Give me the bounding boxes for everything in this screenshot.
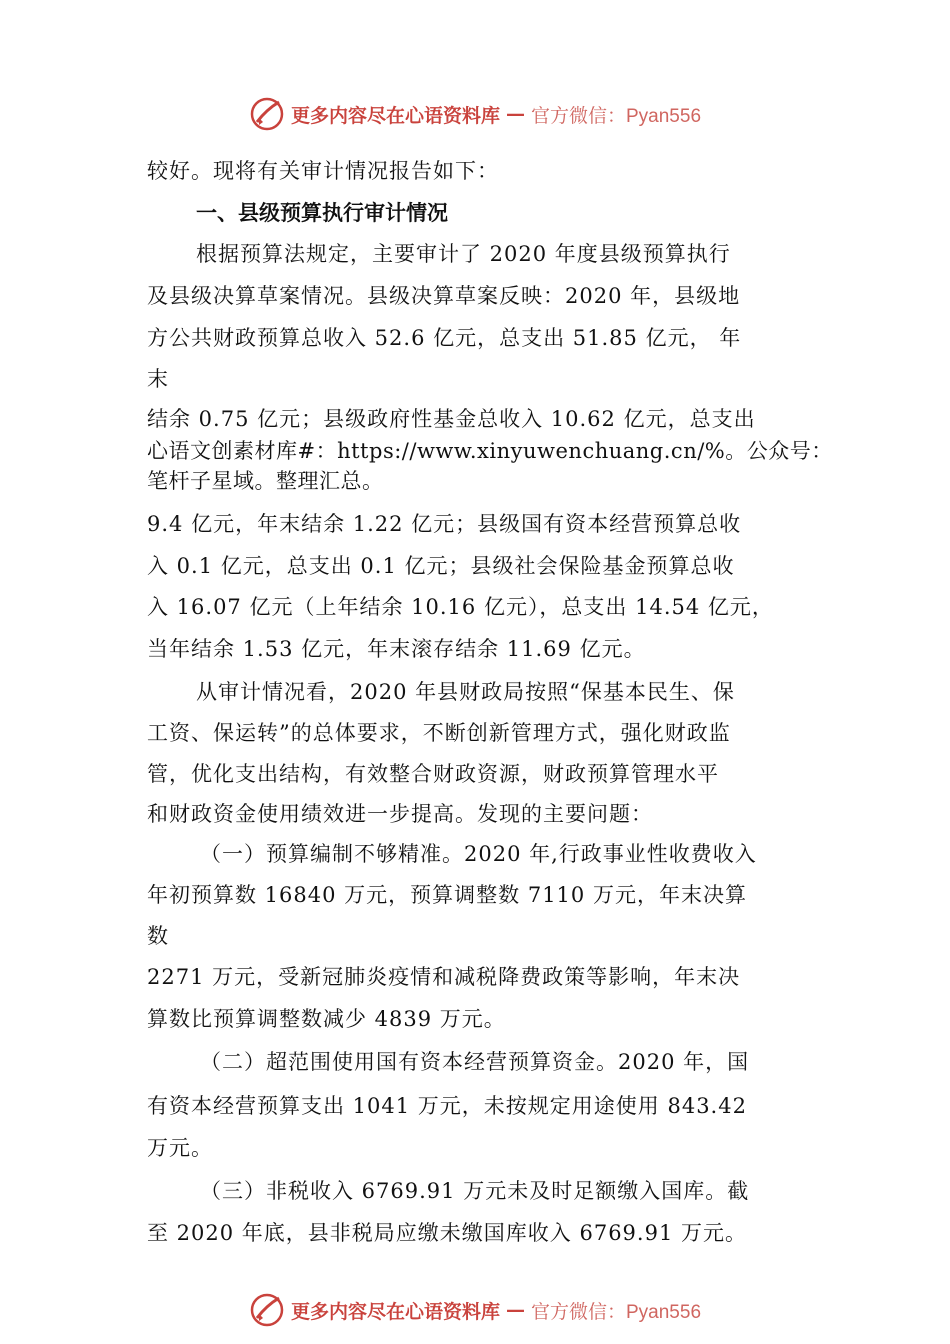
body-line: 工资、保运转”的总体要求，不断创新管理方式，强化财政监: [147, 721, 731, 745]
banner-text: 更多内容尽在心语资料库: [290, 1300, 500, 1323]
body-line: 入 0.1 亿元，总支出 0.1 亿元；县级社会保险基金预算总收: [147, 554, 735, 578]
brush-logo-icon: [249, 96, 285, 132]
body-line: 较好。现将有关审计情况报告如下：: [147, 159, 499, 183]
body-line: 管，优化支出结构，有效整合财政资源，财政预算管理水平: [147, 762, 719, 786]
header-banner: [0, 96, 950, 132]
body-line: 结余 0.75 亿元；县级政府性基金总收入 10.62 亿元，总支出: [147, 407, 756, 431]
body-line: 算数比预算调整数减少 4839 万元。: [147, 1007, 506, 1031]
source-notice: 笔杆子星域。整理汇总。: [147, 469, 384, 493]
body-line: 数: [147, 924, 169, 948]
body-line: 及县级决算草案情况。县级决算草案反映：2020 年，县级地: [147, 284, 741, 308]
body-line: 当年结余 1.53 亿元，年末滚存结余 11.69 亿元。: [147, 637, 646, 661]
subsection-heading: （一）预算编制不够精准。2020 年,行政事业性收费收入: [200, 842, 757, 866]
banner-dash: —: [506, 103, 525, 125]
body-line: 9.4 亿元，年末结余 1.22 亿元；县级国有资本经营预算总收: [147, 512, 742, 536]
body-line: 万元。: [147, 1136, 213, 1160]
body-line: 和财政资金使用绩效进一步提高。发现的主要问题：: [147, 802, 653, 826]
body-line: 入 16.07 亿元（上年结余 10.16 亿元），总支出 14.54 亿元，: [147, 595, 774, 619]
body-line: 至 2020 年底，县非税局应缴未缴国库收入 6769.91 万元。: [147, 1221, 747, 1245]
source-notice: 心语文创素材库#：https://www.xinyuwenchuang.cn/%。公众号：: [147, 439, 833, 463]
banner-dash: —: [506, 1299, 525, 1321]
section-heading: 一、县级预算执行审计情况: [196, 201, 448, 225]
banner-wechat: 官方微信：Pyan556: [531, 1301, 702, 1323]
subsection-heading: （二）超范围使用国有资本经营预算资金。2020 年，国: [200, 1050, 750, 1074]
banner-text: 更多内容尽在心语资料库: [290, 104, 500, 127]
body-line: 年初预算数 16840 万元，预算调整数 7110 万元，年末决算: [147, 883, 747, 907]
subsection-heading: （三）非税收入 6769.91 万元未及时足额缴入国库。截: [200, 1179, 750, 1203]
body-line: 有资本经营预算支出 1041 万元，未按规定用途使用 843.42: [147, 1094, 747, 1118]
body-line: 根据预算法规定，主要审计了 2020 年度县级预算执行: [196, 242, 731, 266]
banner-wechat: 官方微信：Pyan556: [531, 105, 702, 127]
body-line: 2271 万元，受新冠肺炎疫情和减税降费政策等影响，年末决: [147, 965, 741, 989]
body-line: 末: [147, 367, 169, 391]
body-line: 方公共财政预算总收入 52.6 亿元，总支出 51.85 亿元， 年: [147, 326, 742, 350]
brush-logo-icon: [249, 1292, 285, 1328]
body-line: 从审计情况看，2020 年县财政局按照“保基本民生、保: [196, 680, 735, 704]
footer-banner: [0, 1292, 950, 1328]
